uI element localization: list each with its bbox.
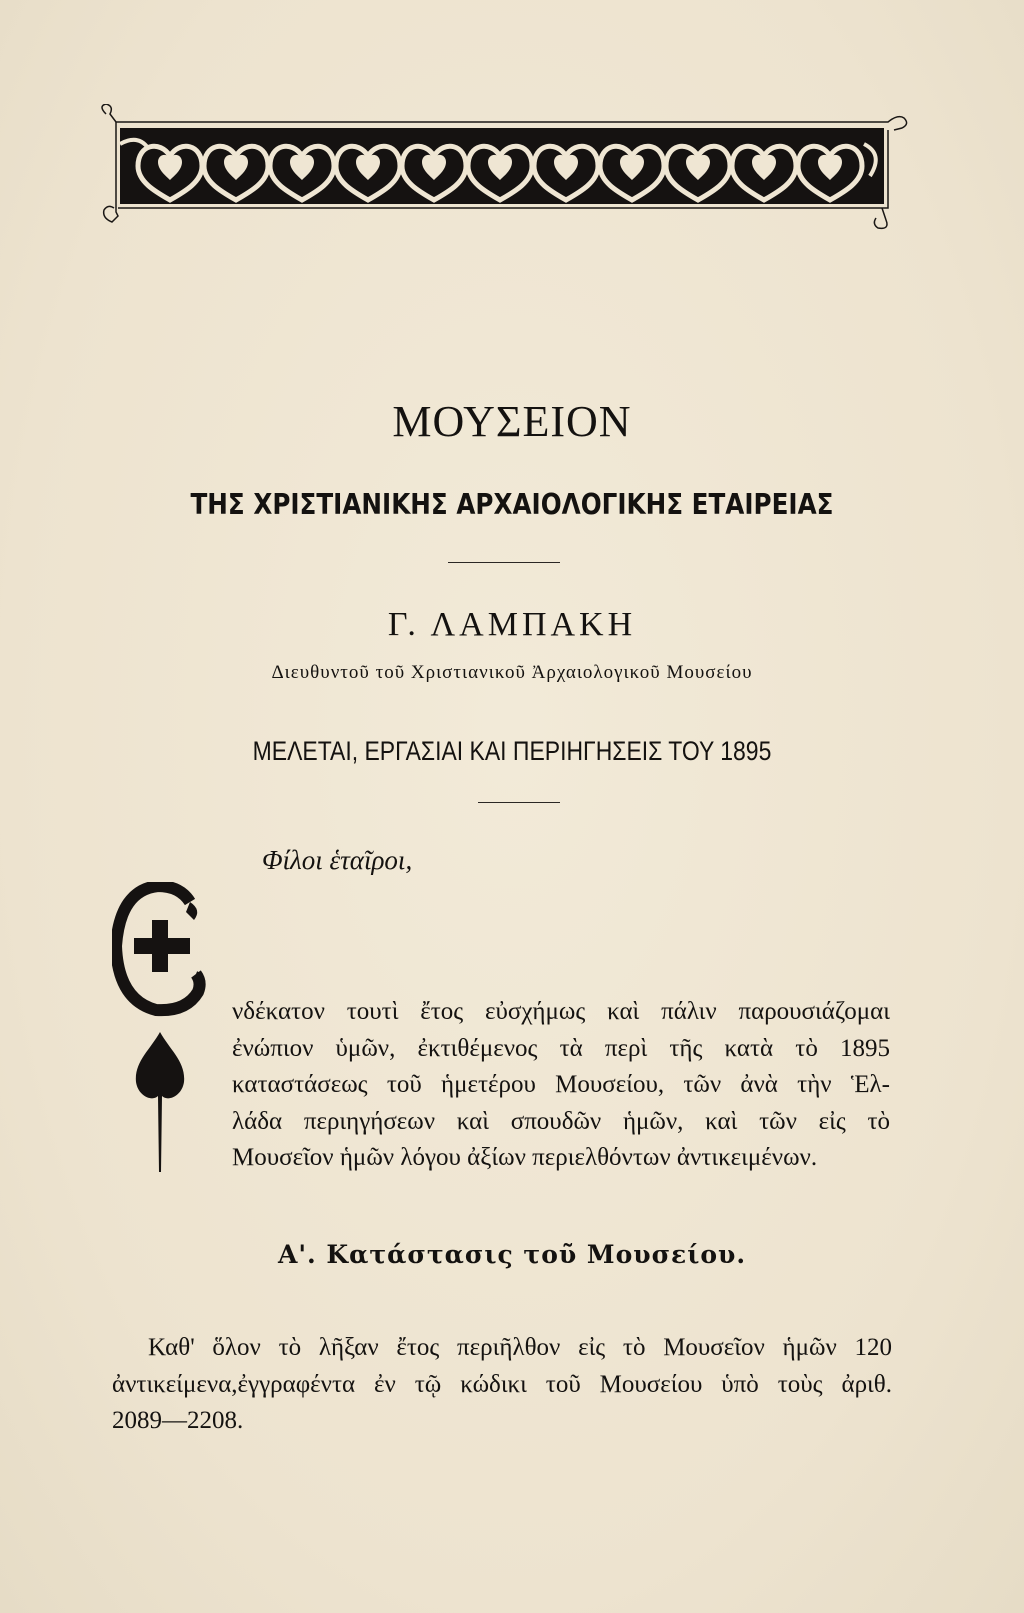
ornamental-band-icon xyxy=(98,104,910,234)
author-name: Γ. ΛΑΜΠΑΚΗ xyxy=(387,606,637,643)
text-line: καταστάσεως τοῦ ἡμετέρου Μουσείου, τῶν ἀνὰ τὴν Ἑλ- xyxy=(232,1071,890,1098)
salutation: Φίλοι ἑταῖροι, xyxy=(262,845,413,875)
text-line: ἐνώπιον ὑμῶν, ἐκτιθέμενος τὰ περὶ τῆς κατὰ τὸ 1895 xyxy=(232,1034,890,1062)
section-heading: Α'. Κατάστασις τοῦ Μουσείου. xyxy=(277,1240,747,1269)
letter-paragraph xyxy=(232,994,890,1177)
text-line: Καθ' ὅλον τὸ λῆξαν ἔτος περιῆλθον εἰς τὸ Μουσεῖον ἡμῶν 120 xyxy=(148,1334,892,1361)
text-line: Μουσεῖον ἡμῶν λόγου ἀξίων περιελθόντων ἀντικειμένων. xyxy=(232,1144,818,1171)
text-line: λάδα περιηγήσεων καὶ σπουδῶν ἡμῶν, καὶ τῶν εἰς τὸ xyxy=(232,1107,890,1135)
page-subtitle: ΤΗΣ ΧΡΙΣΤΙΑΝΙΚΗΣ ΑΡΧΑΙΟΛΟΓΙΚΗΣ ΕΤΑΙΡΕΙΑΣ xyxy=(190,488,834,521)
author-role: Διευθυντοῦ τοῦ Χριστιανικοῦ Ἀρχαιολογικοῦ Μουσείου xyxy=(271,662,753,683)
decorated-initial-epsilon-icon xyxy=(112,882,208,1172)
page-title: ΜΟΥΣΕΙΟΝ xyxy=(392,397,632,446)
report-title: ΜΕΛΕΤΑΙ, ΕΡΓΑΣΙΑΙ ΚΑΙ ΠΕΡΙΗΓΗΣΕΙΣ ΤΟΥ 1895 xyxy=(252,736,772,766)
text-line: 2089—2208. xyxy=(112,1407,244,1434)
text-line: ἀντικείμενα,ἐγγραφέντα ἐν τῷ κώδικι τοῦ Μουσείου ὑπὸ τοὺς ἀριθ. xyxy=(112,1370,892,1398)
text-line: νδέκατον τουτὶ ἔτος εὐσχήμως καὶ πάλιν παρουσιάζομαι xyxy=(232,998,890,1025)
divider xyxy=(448,562,560,563)
section-paragraph xyxy=(112,1330,892,1440)
divider xyxy=(478,802,560,803)
